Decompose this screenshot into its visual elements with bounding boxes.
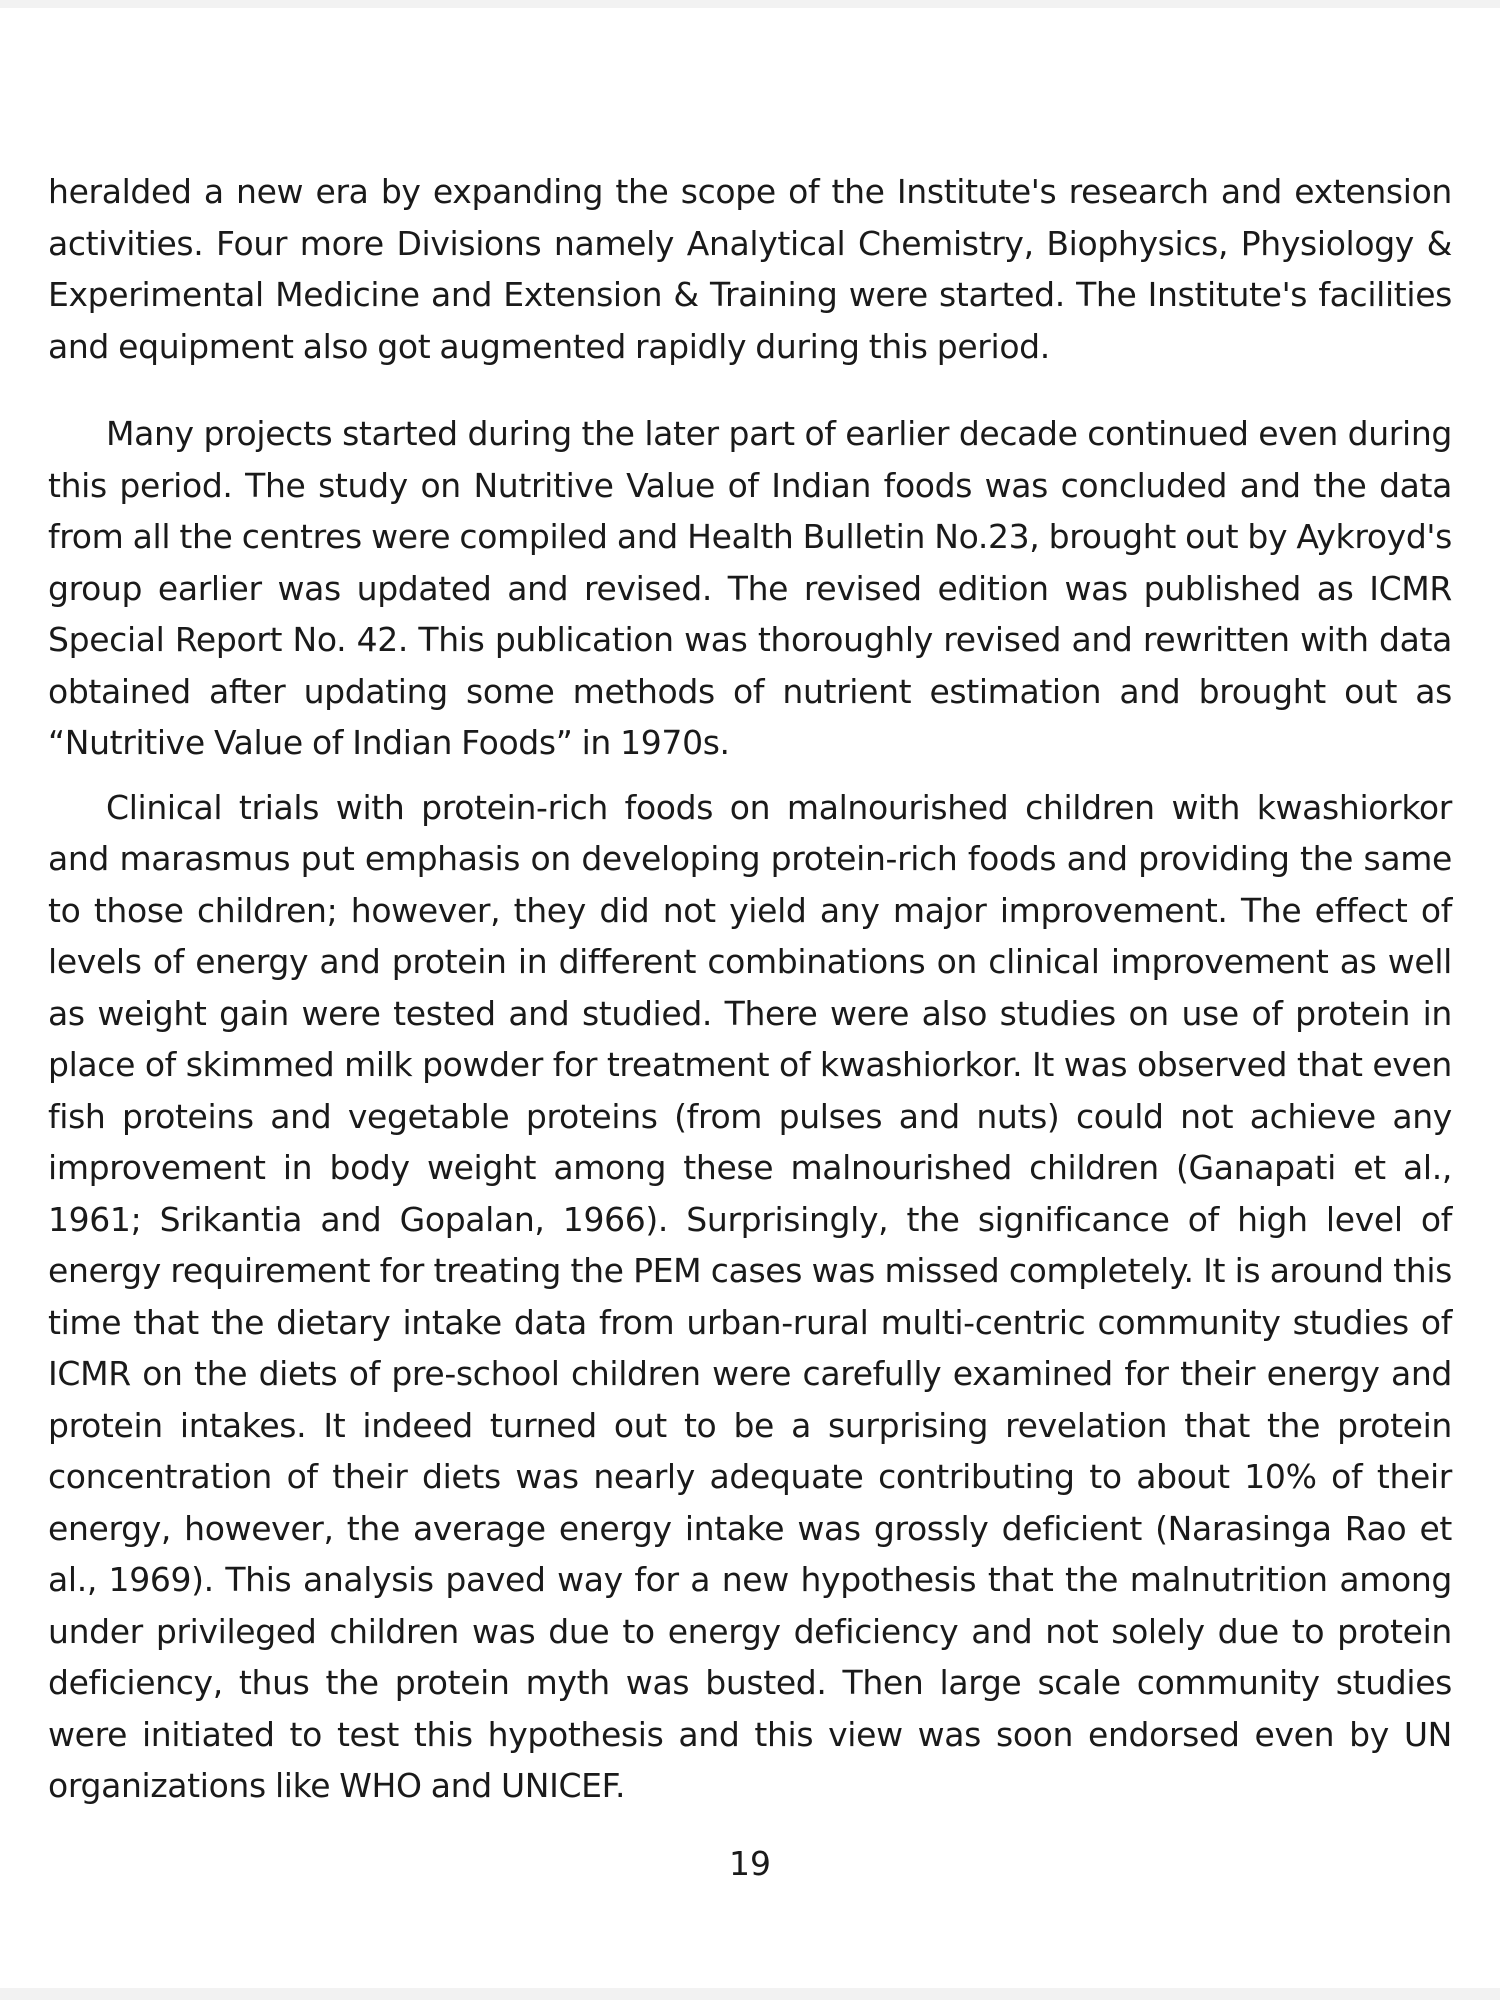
paragraph-clinical-trials: Clinical trials with protein-rich foods on malnourished children with kwashiorkor and marasmus put emphasis on developing protein-rich foods and providing the same to those children; however, they did not yield any major improvement. The effect of levels of energy and protein in different combinations on clinical improvement as well as weight gain were tested and studied. There were also studies on use of protein in place of skimmed milk powder for treatment of kwashiorkor. It was observed that even fish proteins and vegetable proteins (from pulses and nuts) could not achieve any improvement in body weight among these malnourished children (Ganapati et al., 1961; Srikantia and Gopalan, 1966). Surprisingly, the significance of high level of energy requirement for treating the PEM cases was missed completely. It is around this time that the dietary intake data from urban-rural multi-centric community studies of ICMR on the diets of pre-school children were carefully examined for their energy and protein intakes. It indeed turned out to be a surprising revelation that the protein concentration of their diets was nearly adequate contributing to about 10% of their energy, however, the average energy intake was grossly deficient (Narasinga Rao et al., 1969). This analysis paved way for a new hypothesis that the malnutrition among under privileged children was due to energy deficiency and not solely due to protein deficiency, thus the protein myth was busted. Then large scale community studies were initiated to test this hypothesis and this view was soon endorsed even by UN organizations like WHO and UNICEF. [48,787,1452,1805]
page-number: 19 [729,1844,771,1883]
body-text [48,166,1452,1812]
page-top-edge [0,0,1500,8]
paragraph-nutritive-value-study: Many projects started during the later part of earlier decade continued even during this period. The study on Nutritive Value of Indian foods was concluded and the data from all the centres were compiled and Health Bulletin No.23, brought out by Aykroyd's group earlier was updated and revised. The revised edition was published as ICMR Special Report No. 42. This publication was thoroughly revised and rewritten with data obtained after updating some methods of nutrient estimation and brought out as “Nutritive Value of Indian Foods” in 1970s. [48,414,1452,762]
page-bottom-edge [0,1988,1500,2000]
paragraph-institute-expansion: heralded a new era by expanding the scope of the Institute's research and extension activities. Four more Divisions namely Analytical Chemistry, Biophysics, Physiology & Experimental Medicine and Extension & Training were started. The Institute's facilities and equipment also got augmented rapidly during this period. [48,172,1452,366]
